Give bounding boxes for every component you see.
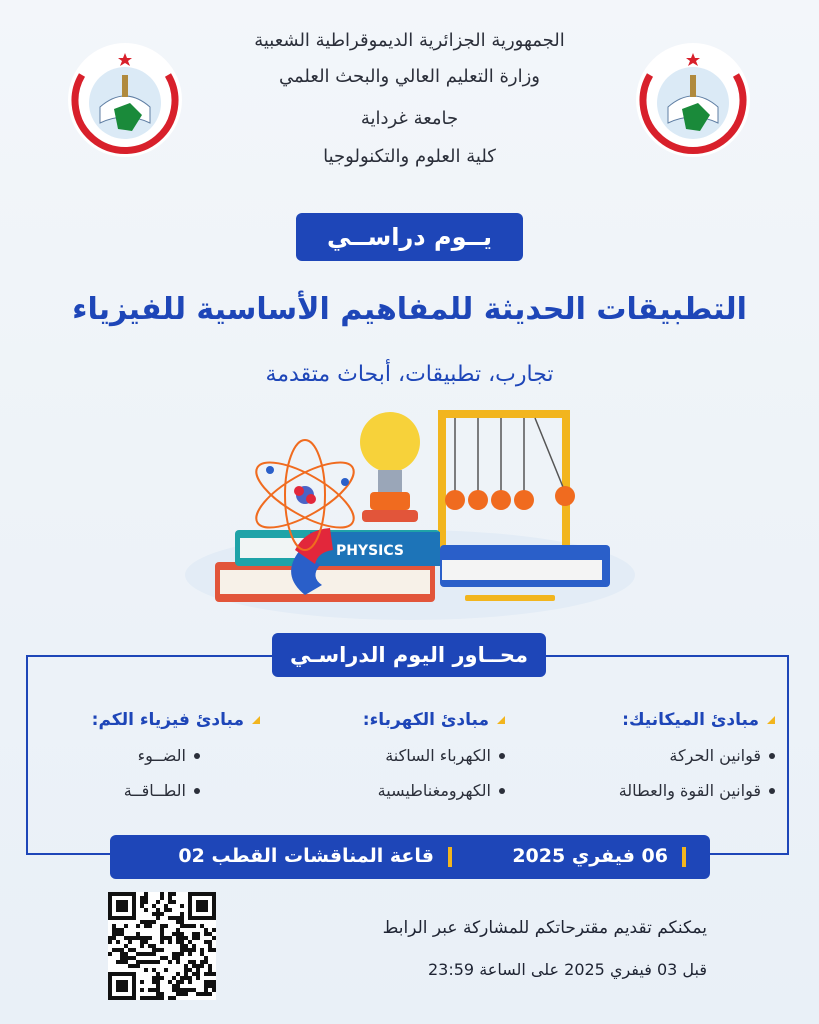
header-line-ministry: وزارة التعليم العالي والبحث العلمي [279, 66, 540, 87]
university-logo-icon [638, 45, 748, 155]
main-title: التطبيقات الحديثة للمفاهيم الأساسية للفيزياء [72, 292, 747, 327]
event-info-bar [110, 835, 710, 879]
university-logo-icon [70, 45, 180, 155]
header-line-faculty: كلية العلوم والتكنولوجيا [323, 146, 496, 167]
axis-item: الكهرباء الساكنة [385, 746, 491, 765]
axis-column-electricity [275, 710, 505, 800]
header-line-university: جامعة غرداية [360, 108, 459, 129]
physics-illustration [180, 400, 640, 630]
bullet-triangle-icon [767, 716, 775, 724]
axes-heading: محــاور اليوم الدراسـي [272, 633, 546, 677]
bullet-dot-icon [499, 753, 505, 759]
bullet-dot-icon [769, 788, 775, 794]
axis-item: الضــوء [137, 746, 186, 765]
footer-line-proposals: يمكنكم تقديم مقترحاتكم للمشاركة عبر الرابط [382, 918, 707, 938]
bullet-dot-icon [499, 788, 505, 794]
qr-code-icon[interactable] [108, 892, 216, 1000]
footer-line-deadline: قبل 03 فيفري 2025 على الساعة 23:59 [428, 960, 707, 979]
axis-item: قوانين الحركة [669, 746, 761, 765]
newtons-cradle-icon [438, 410, 575, 552]
axis-item: الطــاقــة [123, 781, 186, 800]
event-date: 06 فيفري 2025 [512, 845, 668, 867]
bullet-dot-icon [194, 788, 200, 794]
axis-column-quantum [30, 710, 260, 800]
bullet-triangle-icon [497, 716, 505, 724]
axis-title: مبادئ الكهرباء: [362, 710, 489, 730]
separator-bar [448, 847, 452, 867]
axis-title: مبادئ الميكانيك: [622, 710, 759, 730]
bullet-dot-icon [769, 753, 775, 759]
subtitle: تجارب، تطبيقات، أبحاث متقدمة [265, 362, 554, 387]
book-label: PHYSICS [335, 543, 405, 559]
axis-item: الكهرومغناطيسية [377, 781, 491, 800]
separator-bar [682, 847, 686, 867]
bullet-triangle-icon [252, 716, 260, 724]
university-logo-left [70, 45, 180, 155]
axis-item: قوانين القوة والعطالة [618, 781, 761, 800]
study-day-badge: يــوم دراســي [296, 213, 523, 261]
event-venue: قاعة المناقشات القطب 02 [178, 845, 434, 867]
university-logo-right [638, 45, 748, 155]
axis-column-mechanics [545, 710, 775, 800]
lightbulb-icon [360, 412, 420, 522]
header-line-republic: الجمهورية الجزائرية الديموقراطية الشعبية [254, 30, 565, 51]
axis-title: مبادئ فيزياء الكم: [91, 710, 244, 730]
bullet-dot-icon [194, 753, 200, 759]
